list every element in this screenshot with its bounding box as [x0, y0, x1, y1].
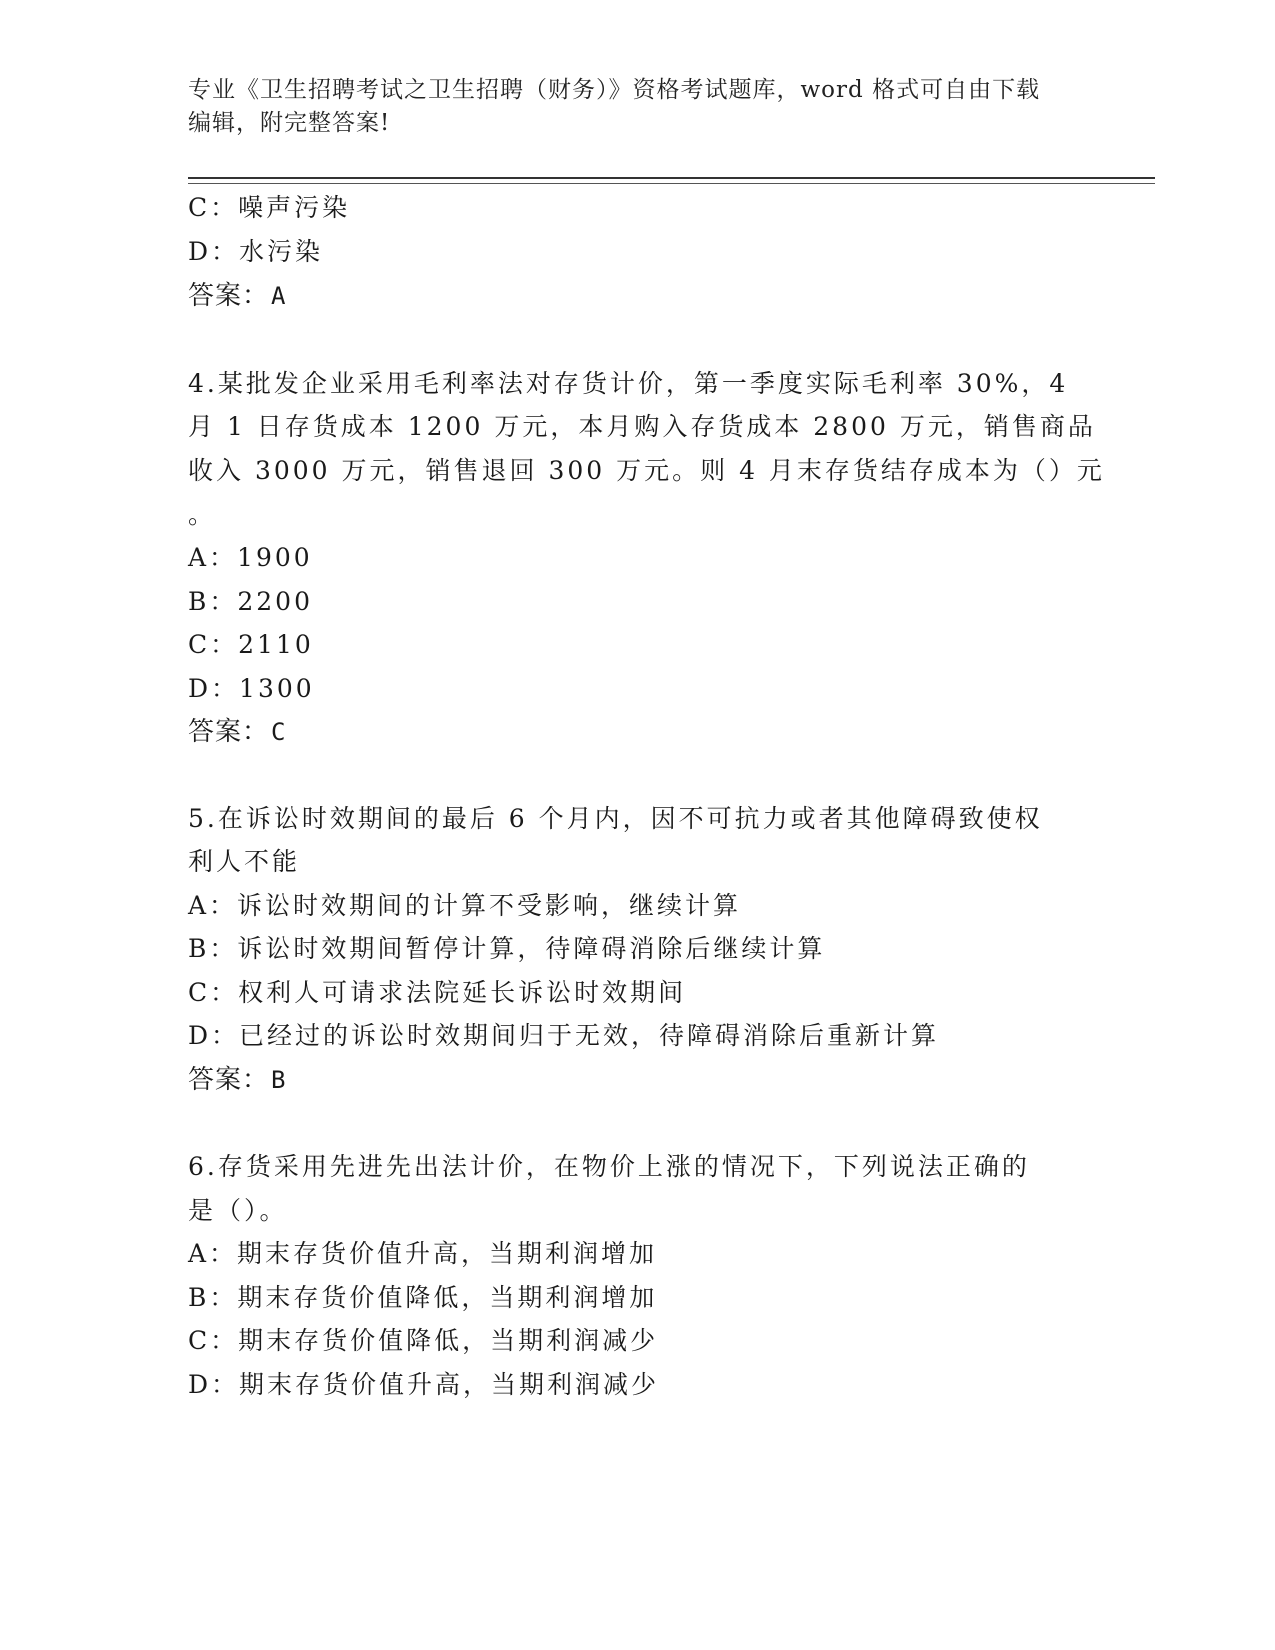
q6-option-b: B：期末存货价值降低，当期利润增加: [188, 1283, 658, 1312]
header-line-1: 专业《卫生招聘考试之卫生招聘（财务）》资格考试题库，word 格式可自由下载: [188, 77, 1041, 103]
answer-label: 答案：: [188, 1065, 270, 1095]
q4-stem-line-2: 月 1 日存货成本 1200 万元，本月购入存货成本 2800 万元，销售商品: [188, 412, 1096, 441]
q6-option-d: D：期末存货价值升高，当期利润减少: [188, 1370, 660, 1399]
answer-value: A: [271, 282, 287, 310]
q5-answer: [188, 1065, 286, 1095]
q6-option-c: C：期末存货价值降低，当期利润减少: [188, 1326, 659, 1355]
answer-label: 答案：: [188, 281, 270, 311]
q4-answer: [188, 717, 286, 747]
q4-option-b: B：2200: [188, 587, 313, 616]
q3-answer: [188, 281, 286, 311]
header-divider-thick: [188, 177, 1155, 179]
q3-option-d: D：水污染: [188, 237, 324, 266]
q5-option-c: C：权利人可请求法院延长诉讼时效期间: [188, 978, 687, 1007]
q5-option-d: D：已经过的诉讼时效期间归于无效，待障碍消除后重新计算: [188, 1021, 940, 1050]
q4-option-d: D：1300: [188, 674, 315, 703]
q4-option-a: A：1900: [188, 543, 313, 572]
header-divider-thin: [188, 183, 1155, 184]
header-line-2: 编辑，附完整答案!: [188, 110, 391, 136]
q5-stem-line-2: 利人不能: [188, 847, 301, 876]
answer-value: C: [271, 718, 287, 746]
q5-option-b: B：诉讼时效期间暂停计算，待障碍消除后继续计算: [188, 934, 826, 963]
q4-stem-line-4: 。: [188, 500, 217, 529]
q6-stem-line-2: 是（）。: [188, 1196, 288, 1225]
q4-stem-line-1: 4.某批发企业采用毛利率法对存货计价，第一季度实际毛利率 30%，4: [188, 369, 1069, 398]
q4-option-c: C：2110: [188, 630, 314, 659]
answer-label: 答案：: [188, 717, 270, 747]
q4-stem-line-3: 收入 3000 万元，销售退回 300 万元。则 4 月末存货结存成本为（）元: [188, 456, 1105, 485]
q5-stem-line-1: 5.在诉讼时效期间的最后 6 个月内，因不可抗力或者其他障碍致使权: [188, 804, 1043, 833]
q5-option-a: A：诉讼时效期间的计算不受影响，继续计算: [188, 891, 742, 920]
document-header: [188, 74, 1068, 140]
answer-value: B: [271, 1066, 287, 1094]
q6-stem-line-1: 6.存货采用先进先出法计价，在物价上涨的情况下，下列说法正确的: [188, 1152, 1030, 1181]
q3-option-c: C：噪声污染: [188, 193, 351, 222]
q6-option-a: A：期末存货价值升高，当期利润增加: [188, 1239, 658, 1268]
